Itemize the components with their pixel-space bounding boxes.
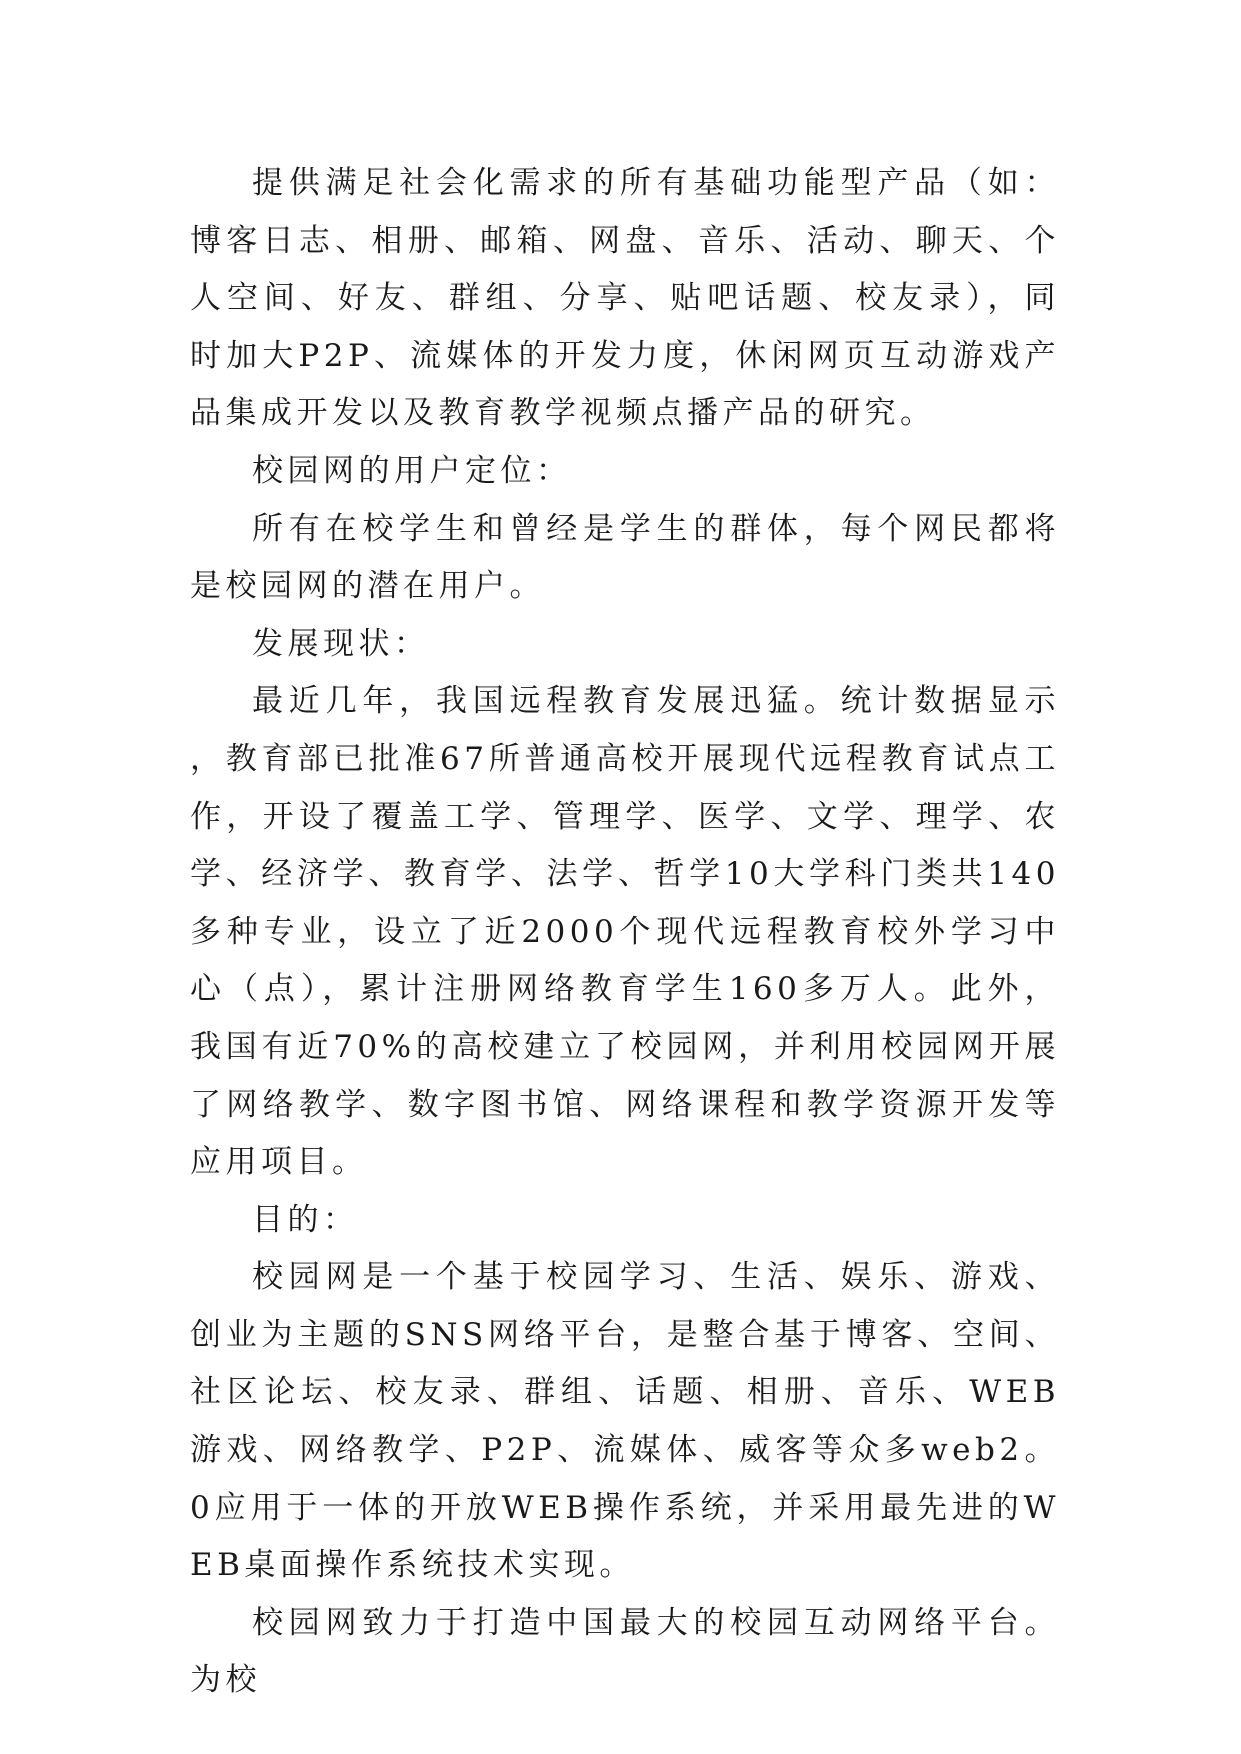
document-body (190, 155, 1060, 1710)
heading-development-status: 发展现状： (252, 625, 430, 662)
paragraph-purpose: 校园网是一个基于校园学习、生活、娱乐、游戏、创业为主题的SNS网络平台，是整合基于博客、空间、社区论坛、校友录、群组、话题、相册、音乐、WEB游戏、网络教学、P2P、流媒体、威客等众多web2。0应用于一体的开放WEB操作系统，并采用最先进的WEB桌面操作系统技术实现。 (190, 1259, 1060, 1584)
heading-user-positioning: 校园网的用户定位： (252, 452, 572, 489)
heading-purpose: 目的： (252, 1201, 359, 1238)
paragraph-product-offering: 提供满足社会化需求的所有基础功能型产品（如：博客日志、相册、邮箱、网盘、音乐、活动、聊天、个人空间、好友、群组、分享、贴吧话题、校友录），同时加大P2P、流媒体的开发力度，休闲网页互动游戏产品集成开发以及教育教学视频点播产品的研究。 (190, 165, 1060, 432)
paragraph-user-positioning: 所有在校学生和曾经是学生的群体，每个网民都将是校园网的潜在用户。 (190, 510, 1060, 605)
paragraph-development-status: 最近几年，我国远程教育发展迅猛。统计数据显示，教育部已批准67所普通高校开展现代远程教育试点工作，开设了覆盖工学、管理学、医学、文学、理学、农学、经济学、教育学、法学、哲学10大学科门类共140多种专业，设立了近2000个现代远程教育校外学习中心（点），累计注册网络教育学生160多万人。此外，我国有近70%的高校建立了校园网，并利用校园网开展了网络教学、数字图书馆、网络课程和教学资源开发等应用项目。 (190, 683, 1060, 1181)
paragraph-mission: 校园网致力于打造中国最大的校园互动网络平台。为校 (190, 1604, 1060, 1699)
